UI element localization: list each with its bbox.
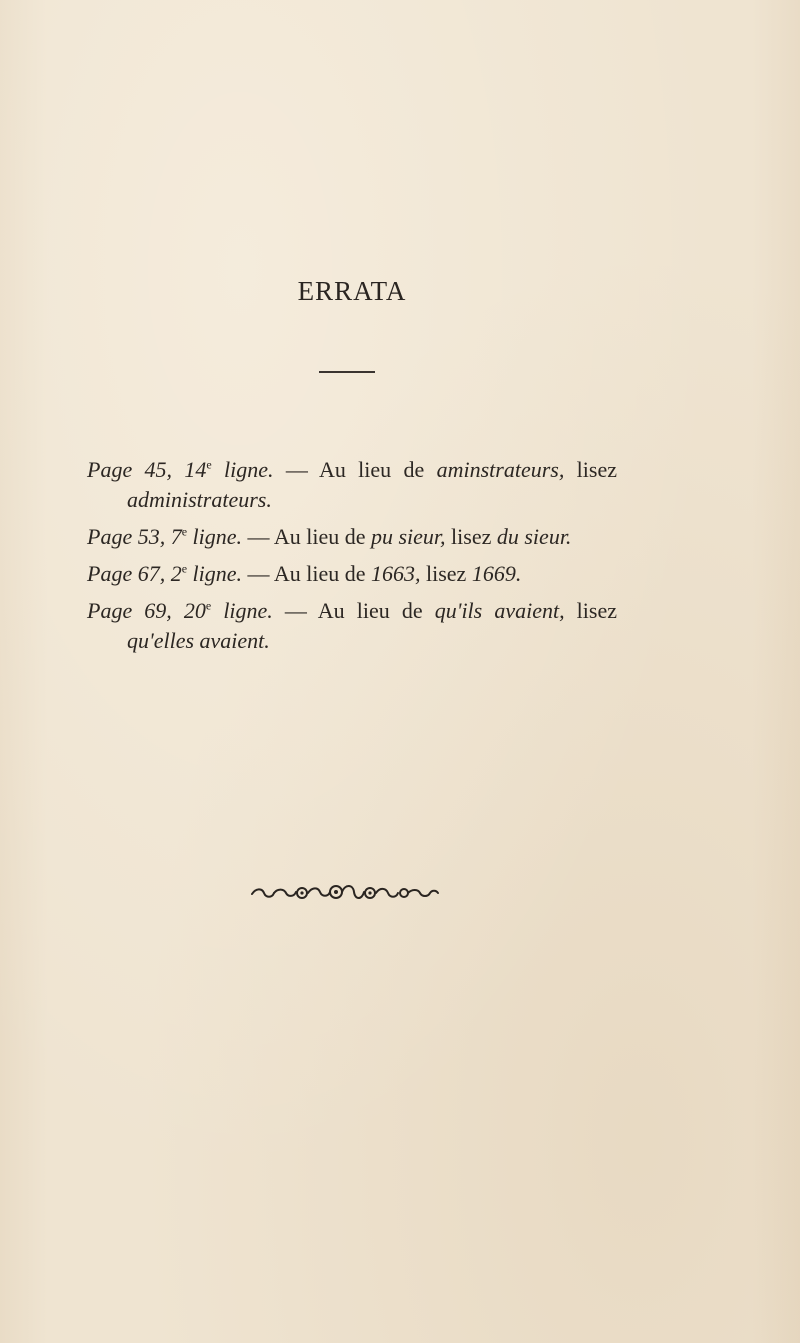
entry-instead: Au lieu de [273, 561, 366, 586]
entry-instead: Au lieu de [317, 598, 423, 623]
entry-page: Page 53, [87, 524, 166, 549]
entry-page: Page 69, [87, 598, 172, 623]
decorative-flourish-icon [250, 880, 440, 906]
entry-instead: Au lieu de [318, 457, 425, 482]
entry-line-number: 2 [170, 561, 182, 586]
entry-correct: 1669. [471, 561, 522, 586]
entry-read: lisez [451, 524, 492, 549]
entry-wrong: pu sieur, [370, 524, 446, 549]
entry-page: Page 45, [87, 457, 173, 482]
errata-list [87, 455, 617, 663]
entry-line-suffix: e [206, 457, 212, 472]
entry-dash: — [285, 457, 308, 482]
page-title: ERRATA [297, 276, 407, 306]
errata-entry [87, 596, 617, 656]
entry-correct: qu'elles avaient. [127, 628, 270, 653]
entry-read: lisez [425, 561, 467, 586]
entry-line-word: ligne. [192, 561, 243, 586]
errata-entry [87, 559, 617, 589]
entry-correct: administrateurs. [127, 487, 272, 512]
entry-line-suffix: e [205, 598, 212, 613]
errata-entry [87, 522, 617, 552]
entry-line-number: 14 [184, 457, 207, 482]
entry-wrong: aminstrateurs, [436, 457, 565, 482]
entry-read: lisez [576, 457, 617, 482]
errata-entry [87, 455, 617, 515]
entry-dash: — [284, 598, 307, 623]
entry-instead: Au lieu de [273, 524, 366, 549]
entry-wrong: qu'ils avaient, [434, 598, 565, 623]
entry-line-number: 7 [170, 524, 182, 549]
entry-line-number: 20 [183, 598, 206, 623]
entry-wrong: 1663, [370, 561, 421, 586]
entry-line-word: ligne. [223, 598, 273, 623]
entry-read: lisez [576, 598, 617, 623]
entry-dash: — [247, 561, 270, 586]
entry-line-suffix: e [181, 561, 188, 576]
entry-line-word: ligne. [192, 524, 243, 549]
entry-line-word: ligne. [224, 457, 274, 482]
title-divider [319, 371, 375, 373]
entry-line-suffix: e [181, 524, 188, 539]
entry-page: Page 67, [87, 561, 166, 586]
entry-dash: — [247, 524, 270, 549]
entry-correct: du sieur. [496, 524, 572, 549]
